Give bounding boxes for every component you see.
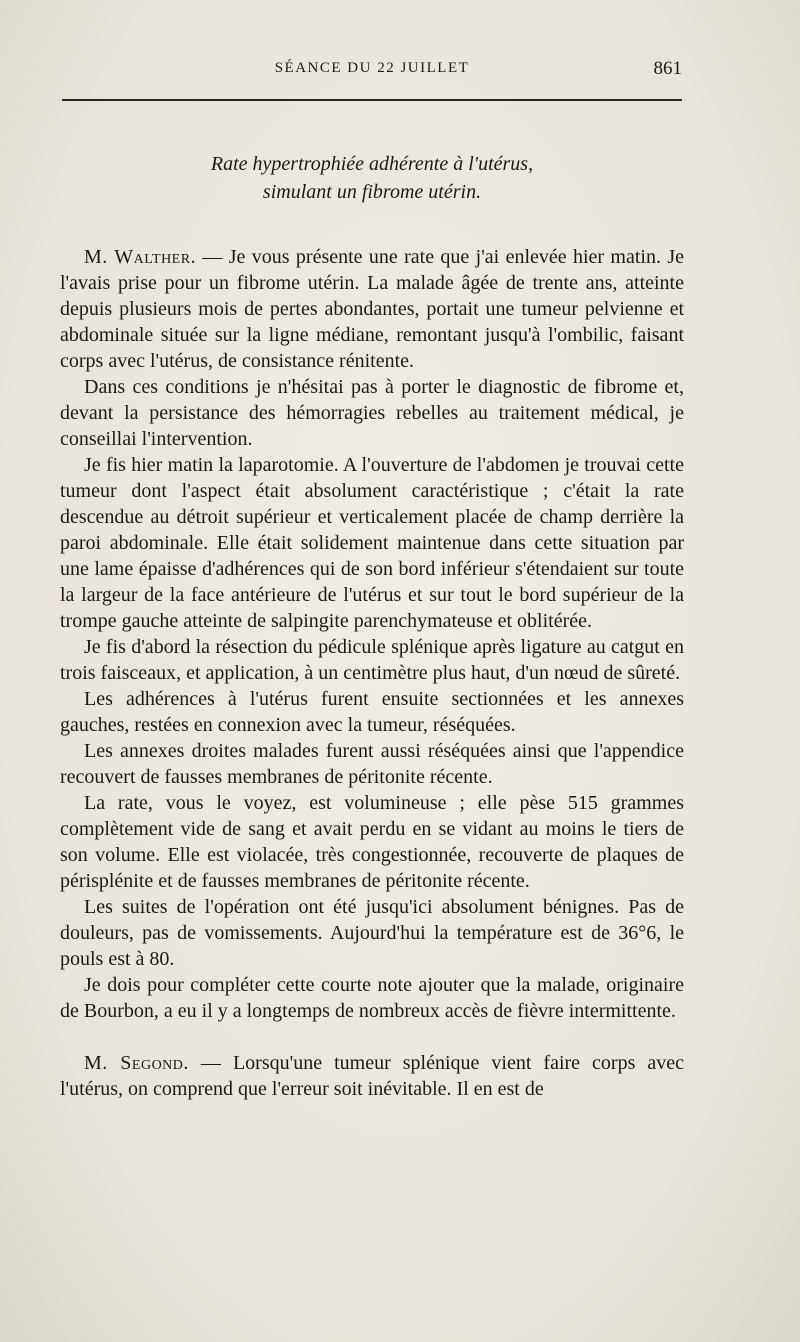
speaker-name: M. Segond.: [84, 1052, 189, 1074]
paragraph-segond: [60, 1050, 684, 1102]
running-title: SÉANCE DU 22 JUILLET: [274, 60, 470, 76]
paragraph: Je fis d'abord la résection du pédicule splénique après ligature au catgut en trois faisceaux, et application, à un centimètre plus haut, d'un nœud de sûreté.: [60, 636, 684, 684]
page-header: [60, 60, 684, 88]
page-number: 861: [653, 58, 682, 79]
paragraph-walther: [60, 244, 684, 374]
article-body: [60, 244, 684, 1102]
paragraph: Je fis hier matin la laparotomie. A l'ouverture de l'abdomen je trouvai cette tumeur dont l'aspect était absolument caractéristique ; c'était la rate descendue au détroit supérieur et verticalement placée de champ derrière la paroi abdominale. Elle était solidement maintenue dans cette situation par une lame épaisse d'adhérences qui de son bord inférieur s'étendaient sur toute la largeur de la face antérieure de l'utérus et sur tout le bord supérieur de la trompe gauche atteinte de salpingite parenchymateuse et oblitérée.: [60, 454, 684, 632]
paragraph: Dans ces conditions je n'hésitai pas à porter le diagnostic de fibrome et, devant la persistance des hémorragies rebelles au traitement médical, je conseillai l'intervention.: [60, 376, 684, 450]
paragraph: Je dois pour compléter cette courte note ajouter que la malade, originaire de Bourbon, a eu il y a longtemps de nombreux accès de fièvre intermittente.: [60, 974, 684, 1022]
article-title-line-2: simulant un fibrome utérin.: [262, 181, 482, 203]
paragraph: Les adhérences à l'utérus furent ensuite sectionnées et les annexes gauches, restées en connexion avec la tumeur, réséquées.: [60, 688, 684, 736]
paragraph-text: — Je vous présente une rate que j'ai enlevée hier matin. Je l'avais prise pour un fibrome utérin. La malade âgée de trente ans, atteinte depuis plusieurs mois de pertes abondantes, portait une tumeur pelvienne et abdominale située sur la ligne médiane, remontant jusqu'à l'ombilic, faisant corps avec l'utérus, de consistance rénitente.: [60, 246, 684, 372]
paragraph: Les suites de l'opération ont été jusqu'ici absolument bénignes. Pas de douleurs, pas de vomissements. Aujourd'hui la température est de 36°6, le pouls est à 80.: [60, 896, 684, 970]
paragraph: La rate, vous le voyez, est volumineuse ; elle pèse 515 grammes complètement vide de sang et avait perdu en se vidant au moins le tiers de son volume. Elle est violacée, très congestionnée, recouverte de plaques de périsplénite et de fausses membranes de péritonite récente.: [60, 792, 684, 892]
speaker-name: M. Walther.: [84, 246, 197, 268]
header-rule: [62, 99, 682, 101]
article-title-line-1: Rate hypertrophiée adhérente à l'utérus,: [210, 153, 534, 175]
article-title: [60, 150, 684, 206]
paragraph: Les annexes droites malades furent aussi réséquées ainsi que l'appendice recouvert de fausses membranes de péritonite récente.: [60, 740, 684, 788]
paragraph-text: — Lorsqu'une tumeur splénique vient faire corps avec l'utérus, on comprend que l'erreur soit inévitable. Il en est de: [60, 1052, 685, 1100]
